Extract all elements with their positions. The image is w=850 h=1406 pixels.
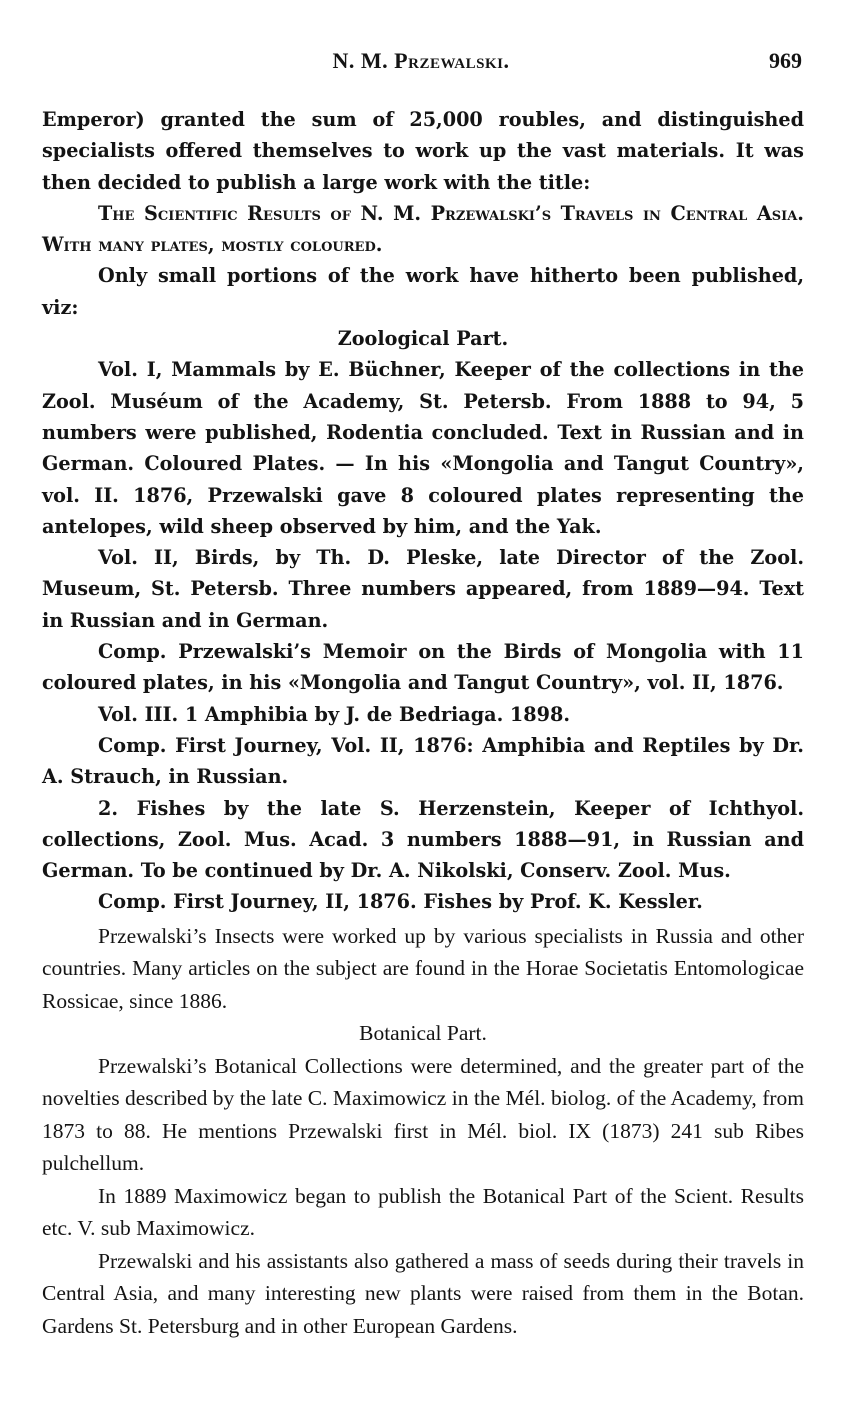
paragraph: Vol. II, Birds, by Th. D. Pleske, late Director of the Zool. Museum, St. Petersb. Three numbers appeared, from 1889—94. Text in Russian and in German. (42, 546, 804, 632)
section-heading-zoological: Zoological Part. (337, 327, 509, 351)
upper-text-block (42, 104, 804, 918)
paragraph: Comp. First Journey, Vol. II, 1876: Amphibia and Reptiles by Dr. A. Strauch, in Russian. (42, 733, 804, 789)
paragraph: Comp. First Journey, II, 1876. Fishes by Prof. K. Kessler. (98, 890, 703, 914)
page-number: 969 (769, 48, 802, 73)
section-heading-botanical: Botanical Part. (359, 1021, 487, 1046)
paragraph: Vol. I, Mammals by E. Büchner, Keeper of the collections in the Zool. Muséum of the Academy, St. Petersb. From 1888 to 94, 5 numbers were published, Rodentia concluded. Text in Russian and in German. Coloured Plates. — In his «Mongolia and Tangut Country», vol. II. 1876, Przewalski gave 8 coloured plates representing the antelopes, wild sheep observed by him, and the Yak. (42, 358, 804, 538)
lower-text-block (42, 920, 804, 1343)
page-body (42, 104, 804, 1342)
paragraph: Comp. Przewalski’s Memoir on the Birds of Mongolia with 11 coloured plates, in his «Mongolia and Tangut Country», vol. II, 1876. (42, 640, 804, 695)
paragraph: Przewalski’s Botanical Collections were determined, and the greater part of the novelties described by the late C. Maximowicz in the Mél. biolog. of the Academy, from 1873 to 88. He mentions Przewalski first in Mél. biol. IX (1873) 241 sub Ribes pulchellum. (42, 1053, 804, 1176)
paragraph: Przewalski and his assistants also gathered a mass of seeds during their travels in Central Asia, and many interesting new plants were raised from them in the Botan. Gardens St. Petersburg and in other European Gardens. (42, 1248, 804, 1338)
book-title: The Scientific Results of N. M. Przewalski’s Travels in Central Asia. With many plates, mostly coloured. (42, 201, 804, 257)
paragraph: In 1889 Maximowicz began to publish the Botanical Part of the Scient. Results etc. V. sub Maximowicz. (42, 1183, 804, 1241)
running-head: N. M. Przewalski. (332, 48, 510, 73)
paragraph: Only small portions of the work have hitherto been published, viz: (42, 264, 804, 319)
paragraph: Przewalski’s Insects were worked up by various specialists in Russia and other countries. Many articles on the subject are found in the Horae Societatis Entomologicae Rossicae, since 1886. (42, 923, 804, 1013)
paragraph: Vol. III. 1 Amphibia by J. de Bedriaga. 1898. (98, 702, 571, 726)
paragraph: 2. Fishes by the late S. Herzenstein, Keeper of Ichthyol. collections, Zool. Mus. Acad. 3 numbers 1888—91, in Russian and German. To be continued by Dr. A. Nikolski, Conserv. Zool. Mus. (42, 796, 804, 883)
paragraph: Emperor) granted the sum of 25,000 roubles, and distinguished specialists offered themselves to work up the vast materials. It was then decided to publish a large work with the title: (42, 108, 804, 194)
page-header (40, 48, 802, 88)
